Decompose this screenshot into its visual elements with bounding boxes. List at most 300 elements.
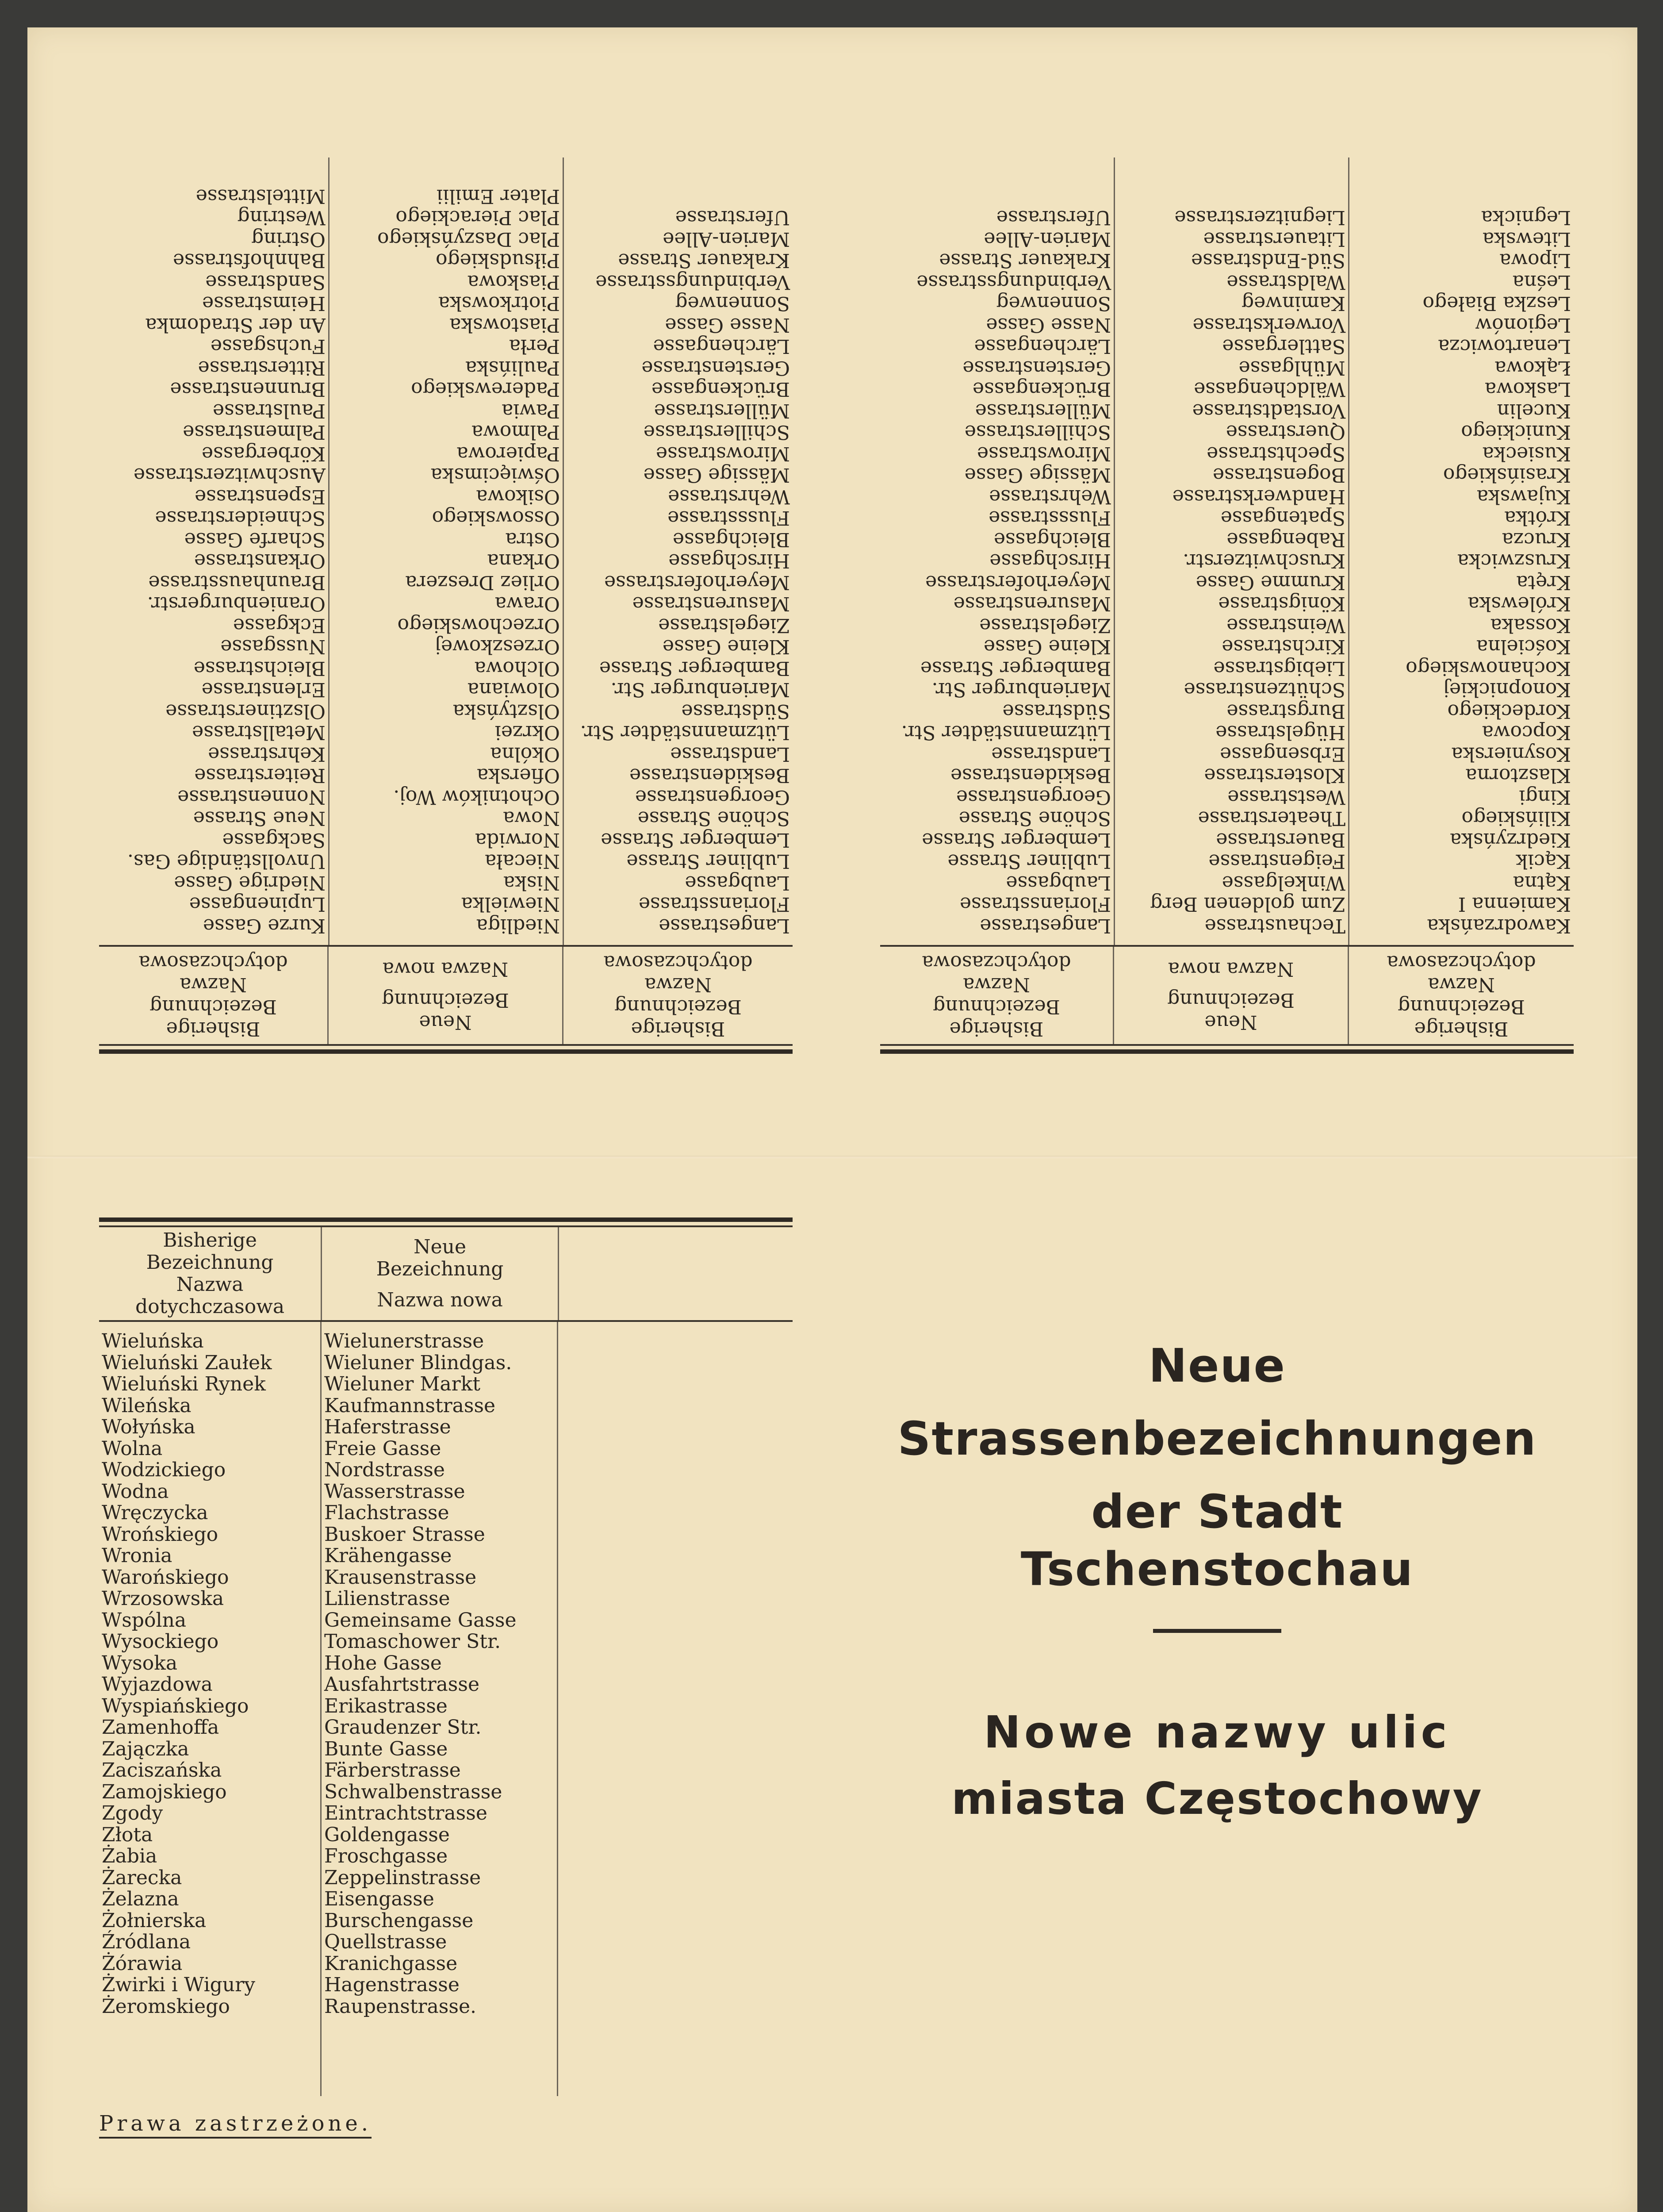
street-name: Südstrasse	[681, 700, 790, 722]
street-name: Laubgasse	[685, 872, 790, 894]
street-name: Wielunerstrasse	[324, 1330, 484, 1352]
street-name: Oranienburgerstr.	[147, 592, 326, 615]
table-rule	[99, 1044, 793, 1046]
street-name: Beskidenstrasse	[950, 764, 1111, 787]
title-divider	[1153, 1629, 1281, 1633]
street-name: Uferstrasse	[675, 206, 790, 229]
header-text: Nazwa nowa	[1168, 958, 1294, 980]
street-name: Okrzei	[494, 721, 560, 744]
street-name: Nonnenstrasse	[177, 786, 326, 808]
street-name: Kehrstrasse	[208, 743, 326, 765]
street-name: Nordstrasse	[324, 1459, 445, 1481]
street-name: Süd-Endstrasse	[1191, 249, 1345, 272]
street-name: Königstrasse	[1218, 592, 1345, 615]
street-name: Ossowskiego	[432, 507, 560, 530]
street-name: Sandstrasse	[205, 271, 326, 293]
street-name: Lärchengasse	[974, 335, 1111, 358]
street-name: Westring	[237, 206, 326, 229]
street-name: Mirowstrasse	[655, 442, 790, 465]
street-name: Lubliner Strasse	[947, 850, 1111, 873]
street-name: Ritterstrasse	[198, 357, 326, 379]
street-name: Piotrkowska	[438, 292, 560, 315]
street-name: Żelazna	[102, 1888, 179, 1910]
street-name: Warońskiego	[102, 1566, 229, 1589]
street-name: Nowa	[503, 807, 560, 830]
title-pl-line2: miasta Częstochowy	[951, 1773, 1483, 1824]
table-header	[99, 947, 793, 1044]
street-name: Nasse Gasse	[665, 314, 790, 336]
header-new	[1113, 947, 1348, 1044]
street-name: Vorstadtstrasse	[1192, 399, 1345, 422]
street-name: Orkanstrasse	[194, 549, 326, 572]
table-rule	[99, 1049, 793, 1054]
street-name: Leszka Białego	[1422, 292, 1571, 315]
header-text: dotychczasowa	[138, 951, 288, 974]
header-text: Nazwa nowa	[382, 958, 509, 980]
street-name: Weinstrasse	[1226, 614, 1345, 637]
street-name: Wieluńska	[102, 1330, 204, 1352]
street-name: Złota	[102, 1823, 153, 1846]
header-text: Bezeichnung	[614, 995, 742, 1018]
street-name: Froschgasse	[324, 1845, 448, 1867]
street-name: Erikastrasse	[324, 1694, 448, 1717]
street-name: Leśna	[1512, 271, 1571, 293]
street-name: Żwirki i Wigury	[102, 1974, 256, 1996]
street-name: Auschwitzerstrasse	[133, 464, 326, 487]
street-name: Lemberger Strasse	[922, 829, 1111, 851]
street-name: Orliez Dreszera	[405, 571, 560, 594]
street-name: Schneiderstrasse	[155, 507, 326, 530]
street-name: Handwerkstrasse	[1172, 485, 1345, 508]
street-name: Kątna	[1513, 872, 1571, 894]
table-body	[99, 1322, 793, 2096]
street-name: Hügelstrasse	[1215, 721, 1345, 744]
street-name: Metallstrasse	[192, 721, 326, 744]
street-name: Eintrachtstrasse	[324, 1802, 487, 1824]
street-name: Tomaschower Str.	[324, 1630, 501, 1653]
street-name: Heimstrasse	[202, 292, 326, 315]
street-name: Lupinengasse	[189, 893, 326, 916]
street-name: Krähengasse	[324, 1544, 452, 1567]
street-name: Kamienna I	[1458, 893, 1571, 916]
street-name: Krakauer Strasse	[618, 249, 790, 272]
street-name: Bogenstrasse	[1212, 464, 1345, 487]
column-old	[1348, 157, 1574, 945]
street-name: An der Stradomka	[145, 314, 326, 336]
street-name: Kleine Gasse	[663, 635, 790, 658]
street-name: Nasse Gasse	[986, 314, 1111, 336]
street-name: Uferstrasse	[996, 206, 1111, 229]
street-name: Niewielka	[461, 893, 560, 916]
street-name: Kordeckiego	[1447, 700, 1571, 722]
street-name: Masurenstrasse	[953, 592, 1111, 615]
street-name: Ziegelstrasse	[979, 614, 1111, 637]
street-name: Bleichgasse	[672, 528, 790, 551]
street-name: Hirschgasse	[989, 549, 1111, 572]
street-name: Kleine Gasse	[984, 635, 1111, 658]
header-text: Bezeichnung	[149, 995, 277, 1018]
header-text: Nazwa	[176, 1273, 244, 1296]
street-name: Bunte Gasse	[324, 1737, 448, 1760]
street-name: Burgstrasse	[1226, 700, 1345, 722]
header-text: Nazwa nowa	[377, 1289, 503, 1311]
street-name: Wäldchengasse	[1194, 378, 1345, 401]
street-name: Haferstrasse	[324, 1416, 451, 1438]
column-old	[563, 157, 793, 945]
street-name: Lenartowicza	[1438, 335, 1571, 358]
street-name: Kochanowskiego	[1406, 657, 1571, 680]
street-name: Wolna	[102, 1437, 163, 1460]
street-name: Goldengasse	[324, 1823, 450, 1846]
header-text: Bisherige	[166, 1018, 261, 1040]
street-name: Krausenstrasse	[324, 1566, 477, 1589]
street-name: Zaciszańska	[102, 1759, 222, 1782]
street-name: Südstrasse	[1002, 700, 1111, 722]
street-name: Kręta	[1516, 571, 1571, 594]
table-header	[99, 1227, 793, 1320]
street-name: Kilińskiego	[1461, 807, 1571, 830]
street-name: Wasserstrasse	[324, 1480, 465, 1503]
street-name: Sonnenweg	[675, 292, 790, 315]
street-name: Graudenzer Str.	[324, 1716, 482, 1739]
street-name: Lubliner Strasse	[626, 850, 790, 873]
street-name: Winkelgasse	[1222, 872, 1345, 894]
street-name: Litewska	[1482, 228, 1571, 250]
street-name: Legionów	[1475, 314, 1571, 336]
street-name: Langestrasse	[980, 914, 1111, 937]
street-name: Żabia	[102, 1845, 157, 1867]
street-name: Freie Gasse	[324, 1437, 441, 1460]
street-name: Schützenstrasse	[1184, 678, 1345, 701]
street-name: Gerstenstrasse	[641, 357, 790, 379]
street-name: Lärchengasse	[653, 335, 790, 358]
street-name: Żołnierska	[102, 1909, 207, 1932]
street-name: Plater Emilii	[437, 185, 560, 207]
street-name: Bleichgasse	[993, 528, 1111, 551]
street-name: Wręczycka	[102, 1502, 208, 1524]
table-body	[99, 157, 793, 945]
street-name: Wieluński Zaułek	[102, 1351, 272, 1374]
street-table-lower-left	[99, 1217, 793, 2098]
street-table-upper-left	[99, 156, 793, 1054]
column-old	[880, 157, 1114, 945]
street-name: Hohe Gasse	[324, 1651, 442, 1674]
street-name: Niedrige Gasse	[174, 872, 326, 894]
street-name: Olsztinerstrasse	[165, 700, 326, 722]
header-old	[562, 947, 793, 1044]
street-name: Kirchstrasse	[1222, 635, 1345, 658]
street-name: Müllerstrasse	[654, 399, 790, 422]
street-name: Landstrasse	[670, 743, 790, 765]
street-name: Pawia	[502, 399, 560, 422]
street-name: Schwalbenstrasse	[324, 1780, 502, 1803]
column-new	[1114, 157, 1348, 945]
title-de-line3: der Stadt Tschenstochau	[1020, 1485, 1414, 1596]
street-name: Kusiecka	[1482, 442, 1571, 465]
street-name: Georgenstrasse	[956, 786, 1111, 808]
header-text: Bezeichnung	[382, 989, 509, 1011]
table-rule	[880, 1049, 1574, 1054]
street-name: Źródlana	[102, 1931, 191, 1953]
street-name: Floriansstrasse	[638, 893, 790, 916]
street-name: Oświęcimska	[430, 464, 560, 487]
street-name: Hagenstrasse	[324, 1974, 460, 1996]
street-name: Schöne Strasse	[958, 807, 1111, 830]
street-name: Sonnenweg	[996, 292, 1111, 315]
street-name: Ochotników Woj.	[393, 786, 560, 808]
street-name: Palmowa	[471, 421, 560, 444]
fold-line	[27, 1156, 1637, 1158]
street-name: Sackgasse	[222, 829, 326, 851]
street-name: Paderewskiego	[411, 378, 560, 401]
header-text: Neue	[419, 1011, 472, 1033]
street-name: Klosterstrasse	[1204, 764, 1345, 787]
street-name: Unvollständige Gas.	[127, 850, 326, 873]
street-name: Ziegelstrasse	[658, 614, 790, 637]
street-table-upper-right	[880, 156, 1574, 1054]
street-name: Bauerstrasse	[1216, 829, 1345, 851]
street-name: Wieluński Rynek	[102, 1373, 266, 1395]
street-name: Lipowa	[1499, 249, 1571, 272]
street-name: Kiedrzyńska	[1449, 829, 1571, 851]
header-text: Nazwa	[963, 973, 1030, 996]
street-name: Wyspiańskiego	[102, 1694, 249, 1717]
street-name: Laskowa	[1484, 378, 1571, 401]
street-name: Wileńska	[102, 1394, 192, 1417]
header-text: Bezeichnung	[376, 1258, 504, 1280]
street-name: Marienburger Str.	[931, 678, 1111, 701]
street-name: Ostra	[505, 528, 560, 551]
column-new	[322, 1322, 558, 2096]
street-name: Piaskowa	[467, 271, 560, 293]
street-name: Kossaka	[1490, 614, 1571, 637]
street-name: Waldstrasse	[1226, 271, 1345, 293]
street-name: Kawodrzańska	[1427, 914, 1571, 937]
street-name: Floriansstrasse	[959, 893, 1111, 916]
street-name: Sattlergasse	[1222, 335, 1345, 358]
header-text: Nazwa	[180, 973, 247, 996]
street-name: Kącik	[1516, 850, 1571, 873]
street-name: Buskoer Strasse	[324, 1523, 485, 1546]
street-name: Rabengasse	[1226, 528, 1345, 551]
street-name: Litauerstrasse	[1203, 228, 1345, 250]
rights-notice: Prawa zastrzeżone.	[99, 2111, 372, 2139]
title-de-line1: Neue	[1148, 1339, 1286, 1393]
street-name: Krumme Gasse	[1196, 571, 1345, 594]
street-name: Orzechowskiego	[397, 614, 560, 637]
street-name: Wspólna	[102, 1609, 187, 1632]
header-text: Neue	[1204, 1011, 1257, 1033]
street-name: Schillerstrasse	[643, 421, 790, 444]
street-name: Olchowa	[474, 657, 560, 680]
street-name: Eisengasse	[324, 1888, 434, 1910]
street-name: Brunnenstrasse	[170, 378, 326, 401]
street-name: Erbsengasse	[1220, 743, 1345, 765]
street-name: Żarecka	[102, 1866, 182, 1889]
street-name: Kranichgasse	[324, 1952, 458, 1975]
title-de-line2: Strassenbezeichnungen	[897, 1412, 1537, 1466]
street-name: Wysoka	[102, 1651, 178, 1674]
street-name: Orkana	[487, 549, 560, 572]
street-name: Kaminweg	[1241, 292, 1345, 315]
street-name: Plac Daszyńskiego	[377, 228, 560, 250]
header-empty	[559, 1227, 793, 1320]
header-text: Bezeichnung	[933, 995, 1060, 1018]
street-name: Mässige Gasse	[643, 464, 790, 487]
header-old	[1348, 947, 1574, 1044]
street-name: Schillerstrasse	[964, 421, 1111, 444]
street-name: Zamojskiego	[102, 1780, 227, 1803]
column-old	[99, 157, 328, 945]
street-name: Raupenstrasse.	[324, 1995, 476, 2018]
street-name: Zum goldenen Berg	[1150, 893, 1345, 916]
street-name: Lützmannstädter Str.	[580, 721, 790, 744]
street-name: Perła	[509, 335, 560, 358]
street-name: Flussstrasse	[989, 507, 1111, 530]
street-name: Ausfahrtstrasse	[324, 1673, 479, 1696]
street-name: Gemeinsame Gasse	[324, 1609, 517, 1632]
street-name: Masurenstrasse	[632, 592, 790, 615]
street-name: Langestrasse	[659, 914, 790, 937]
column-new	[328, 157, 563, 945]
street-name: Ofierska	[477, 764, 560, 787]
street-name: Wronia	[102, 1544, 172, 1567]
street-name: Nussgasse	[220, 635, 326, 658]
street-name: Lützmannstädter Str.	[901, 721, 1111, 744]
header-old	[99, 947, 327, 1044]
street-name: Meyerhoferstrasse	[925, 571, 1111, 594]
street-name: Bleichstrasse	[193, 657, 326, 680]
street-name: Kosynierska	[1451, 743, 1571, 765]
street-name: Flussstrasse	[667, 507, 790, 530]
street-name: Meyerhoferstrasse	[604, 571, 790, 594]
street-name: Beskidenstrasse	[629, 764, 790, 787]
street-name: Wehrstrasse	[668, 485, 790, 508]
street-name: Olsztyńska	[452, 700, 560, 722]
street-name: Theaterstrasse	[1198, 807, 1345, 830]
table-rule	[880, 1044, 1574, 1046]
street-name: Żórawia	[102, 1952, 183, 1975]
street-name: Feigenstrasse	[1208, 850, 1345, 873]
street-name: Piłsudskiego	[435, 249, 560, 272]
street-name: Espenstrasse	[195, 485, 326, 508]
street-name: Spechtstrasse	[1207, 442, 1345, 465]
header-text: Bisherige	[949, 1018, 1044, 1040]
street-name: Orzeszkowej	[435, 635, 560, 658]
table-body	[880, 157, 1574, 945]
street-name: Królewska	[1468, 592, 1571, 615]
street-name: Techaustrasse	[1204, 914, 1345, 937]
street-name: Wysockiego	[102, 1630, 219, 1653]
street-name: Kingi	[1519, 786, 1571, 808]
street-name: Laubgasse	[1006, 872, 1111, 894]
header-text: Neue	[414, 1236, 467, 1258]
header-text: Bezeichnung	[1167, 989, 1295, 1011]
street-name: Bamberger Strasse	[599, 657, 790, 680]
street-name: Kopcowa	[1482, 721, 1571, 744]
street-name: Lemberger Strasse	[601, 829, 790, 851]
header-text: Bezeichnung	[146, 1251, 274, 1274]
header-old	[99, 1227, 322, 1320]
street-name: Georgenstrasse	[635, 786, 790, 808]
street-name: Schöne Strasse	[637, 807, 790, 830]
street-name: Kujawska	[1476, 485, 1571, 508]
header-text: dotychczasowa	[922, 951, 1071, 974]
street-name: Wieluner Markt	[324, 1373, 481, 1395]
street-name: Hirschgasse	[668, 549, 790, 572]
street-name: Żeromskiego	[102, 1995, 230, 2018]
street-name: Spatengasse	[1220, 507, 1345, 530]
street-name: Quellstrasse	[324, 1931, 447, 1953]
street-name: Brückengasse	[651, 378, 790, 401]
street-name: Wrzosowska	[102, 1587, 224, 1610]
street-name: Okólna	[490, 743, 560, 765]
table-rule	[99, 1217, 793, 1222]
street-name: Wrońskiego	[102, 1523, 218, 1546]
street-name: Fuchsgasse	[210, 335, 326, 358]
header-text: Nazwa	[1428, 973, 1495, 996]
street-name: Krasińskiego	[1443, 464, 1571, 487]
header-text: Bisherige	[163, 1229, 257, 1252]
header-text: dotychczasowa	[603, 951, 753, 974]
street-name: Lilienstrasse	[324, 1587, 450, 1610]
street-name: Wieluner Blindgas.	[324, 1351, 512, 1374]
street-name: Erlenstrasse	[201, 678, 326, 701]
header-text: dotychczasowa	[1387, 951, 1536, 974]
street-name: Osikowa	[476, 485, 560, 508]
header-text: Bisherige	[631, 1018, 725, 1040]
street-name: Wehrstrasse	[989, 485, 1111, 508]
street-name: Olowiana	[467, 678, 560, 701]
street-name: Querstrasse	[1226, 421, 1345, 444]
street-name: Marienburger Str.	[610, 678, 790, 701]
street-name: Kaufmannstrasse	[324, 1394, 496, 1417]
street-name: Mittelstrasse	[195, 185, 326, 207]
street-name: Flachstrasse	[324, 1502, 449, 1524]
street-name: Krucza	[1502, 528, 1571, 551]
street-name: Mirowstrasse	[977, 442, 1111, 465]
street-name: Neue Strasse	[193, 807, 326, 830]
street-name: Bamberger Strasse	[920, 657, 1111, 680]
street-name: Kucelin	[1497, 399, 1571, 422]
street-name: Niedliga	[476, 914, 560, 937]
street-name: Paulstrasse	[213, 399, 326, 422]
street-name: Kruszwicka	[1457, 549, 1571, 572]
street-name: Konopnickiej	[1443, 678, 1571, 701]
street-name: Wyjazdowa	[102, 1673, 213, 1696]
street-name: Brückengasse	[973, 378, 1111, 401]
street-name: Niecała	[485, 850, 560, 873]
street-name: Mässige Gasse	[964, 464, 1111, 487]
table-header	[880, 947, 1574, 1044]
street-name: Verbindungsstrasse	[916, 271, 1111, 293]
street-name: Landstrasse	[991, 743, 1111, 765]
street-name: Ostring	[251, 228, 326, 250]
street-name: Körbergasse	[201, 442, 326, 465]
street-name: Łąkowa	[1494, 357, 1571, 379]
header-text: Bezeichnung	[1398, 995, 1525, 1018]
street-name: Kunickiego	[1461, 421, 1571, 444]
street-name: Orawa	[494, 592, 560, 615]
street-name: Klasztorna	[1465, 764, 1571, 787]
street-name: Marien-Allee	[663, 228, 790, 250]
street-name: Marien-Allee	[984, 228, 1111, 250]
street-name: Bahnhofstrasse	[172, 249, 326, 272]
header-old	[880, 947, 1113, 1044]
street-name: Niska	[503, 872, 560, 894]
street-name: Norwida	[475, 829, 560, 851]
street-name: Plac Pierackiego	[395, 206, 560, 229]
